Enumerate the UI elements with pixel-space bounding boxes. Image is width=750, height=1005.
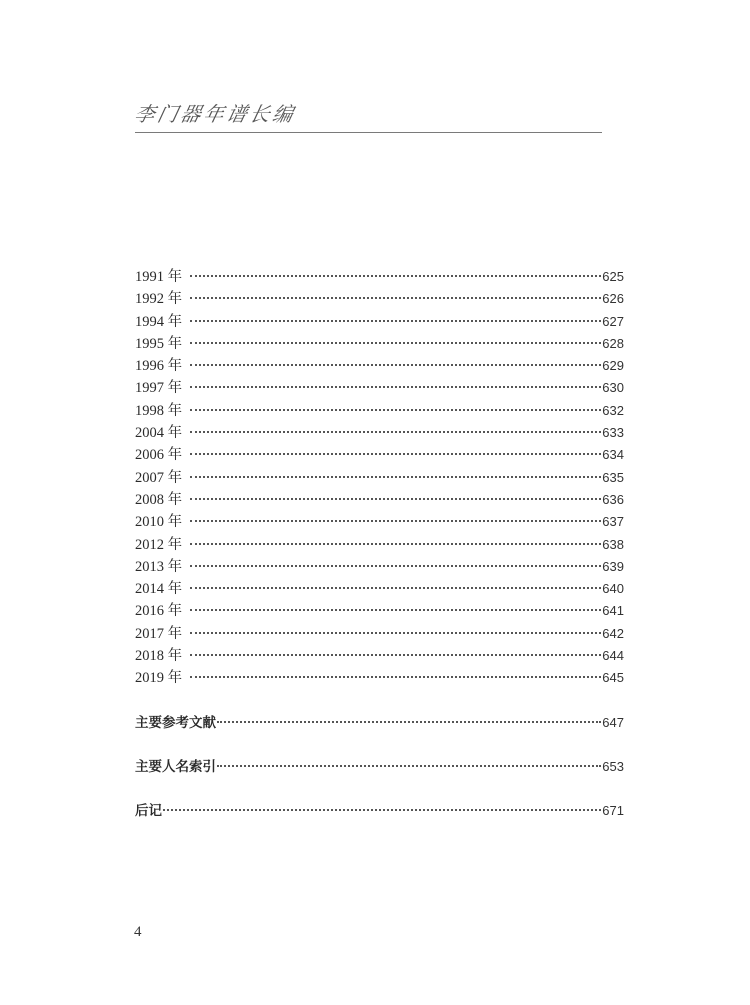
toc-entry-label: 1991 年 [135, 269, 183, 285]
toc-entry-page: 629 [602, 358, 624, 374]
toc-entry-2017[interactable] [135, 623, 624, 645]
toc-entry-page: 641 [602, 603, 624, 619]
toc-entry-label: 2018 年 [135, 648, 183, 665]
toc-entry-page: 626 [602, 291, 624, 307]
toc-entry-page: 644 [602, 648, 624, 664]
toc-entry-2014[interactable] [135, 578, 624, 600]
dot-leader [190, 453, 601, 455]
toc-section-label: 主要参考文献 [135, 714, 216, 731]
toc-entry-page: 636 [602, 491, 624, 507]
dot-leader [190, 320, 601, 322]
dot-leader [190, 364, 601, 366]
toc-entry-2019[interactable] [135, 667, 624, 689]
toc-entry-page: 647 [602, 714, 624, 730]
toc-entry-page: 625 [602, 269, 624, 284]
toc-entry-1996[interactable] [135, 355, 624, 377]
toc-entry-2006[interactable] [135, 444, 624, 466]
toc-entry-name-index[interactable] [135, 756, 624, 778]
toc-entry-label: 1996 年 [135, 358, 183, 375]
dot-leader [190, 609, 601, 611]
toc-entry-references[interactable] [135, 712, 624, 734]
toc-entry-page: 630 [602, 380, 624, 396]
dot-leader [190, 297, 601, 299]
dot-leader [190, 498, 601, 500]
table-of-contents [135, 266, 624, 823]
dot-leader [190, 565, 601, 567]
toc-entry-label: 2004 年 [135, 425, 183, 442]
toc-entry-label: 2010 年 [135, 514, 183, 531]
dot-leader [190, 409, 601, 411]
toc-entry-2010[interactable] [135, 511, 624, 533]
dot-leader [190, 632, 601, 634]
toc-entry-label: 2016 年 [135, 603, 183, 620]
toc-entry-page: 628 [602, 335, 624, 351]
toc-entry-label: 2014 年 [135, 581, 183, 598]
toc-entry-page: 637 [602, 514, 624, 530]
toc-entry-page: 638 [602, 536, 624, 552]
toc-entry-1997[interactable] [135, 377, 624, 399]
toc-entry-1991[interactable] [135, 266, 624, 288]
toc-entry-page: 640 [602, 581, 624, 597]
toc-entry-label: 1995 年 [135, 335, 183, 352]
dot-leader [190, 386, 601, 388]
dot-leader [217, 765, 601, 767]
dot-leader [163, 809, 601, 811]
toc-entry-label: 2019 年 [135, 670, 183, 687]
toc-entry-label: 1998 年 [135, 402, 183, 419]
toc-entry-2007[interactable] [135, 467, 624, 489]
toc-entry-page: 633 [602, 425, 624, 441]
toc-entry-1995[interactable] [135, 333, 624, 355]
toc-entry-label: 1992 年 [135, 291, 183, 308]
dot-leader [217, 721, 601, 723]
toc-entry-page: 642 [602, 625, 624, 641]
toc-entry-page: 627 [602, 313, 624, 329]
dot-leader [190, 275, 601, 277]
toc-entry-label: 2007 年 [135, 469, 183, 486]
toc-entry-page: 639 [602, 558, 624, 574]
dot-leader [190, 431, 601, 433]
toc-entry-page: 635 [602, 469, 624, 485]
toc-entry-page: 671 [602, 803, 624, 819]
toc-entry-2004[interactable] [135, 422, 624, 444]
toc-entry-2018[interactable] [135, 645, 624, 667]
toc-entry-2012[interactable] [135, 534, 624, 556]
page-number: 4 [134, 924, 142, 940]
toc-entry-page: 653 [602, 758, 624, 774]
dot-leader [190, 543, 601, 545]
toc-entry-label: 1994 年 [135, 313, 183, 330]
toc-entry-1994[interactable] [135, 311, 624, 333]
toc-entry-label: 2013 年 [135, 558, 183, 575]
running-head-title: 李门器年谱长编 [132, 102, 299, 126]
toc-section-label: 后记 [135, 803, 162, 820]
toc-entry-label: 2012 年 [135, 536, 183, 553]
toc-entry-2013[interactable] [135, 556, 624, 578]
dot-leader [190, 676, 601, 678]
dot-leader [190, 342, 601, 344]
toc-entry-label: 2006 年 [135, 447, 183, 464]
toc-entry-1998[interactable] [135, 400, 624, 422]
toc-entry-page: 634 [602, 447, 624, 463]
toc-entry-label: 2017 年 [135, 625, 183, 642]
toc-entry-1992[interactable] [135, 288, 624, 310]
dot-leader [190, 654, 601, 656]
toc-entry-2016[interactable] [135, 600, 624, 622]
toc-section-label: 主要人名索引 [135, 758, 216, 775]
toc-entry-page: 632 [602, 402, 624, 418]
toc-entry-label: 1997 年 [135, 380, 183, 397]
toc-entry-page: 645 [602, 670, 624, 686]
running-head [132, 96, 602, 133]
dot-leader [190, 587, 601, 589]
toc-entry-label: 2008 年 [135, 491, 183, 508]
toc-entry-afterword[interactable] [135, 800, 624, 822]
dot-leader [190, 520, 601, 522]
dot-leader [190, 476, 601, 478]
toc-entry-2008[interactable] [135, 489, 624, 511]
